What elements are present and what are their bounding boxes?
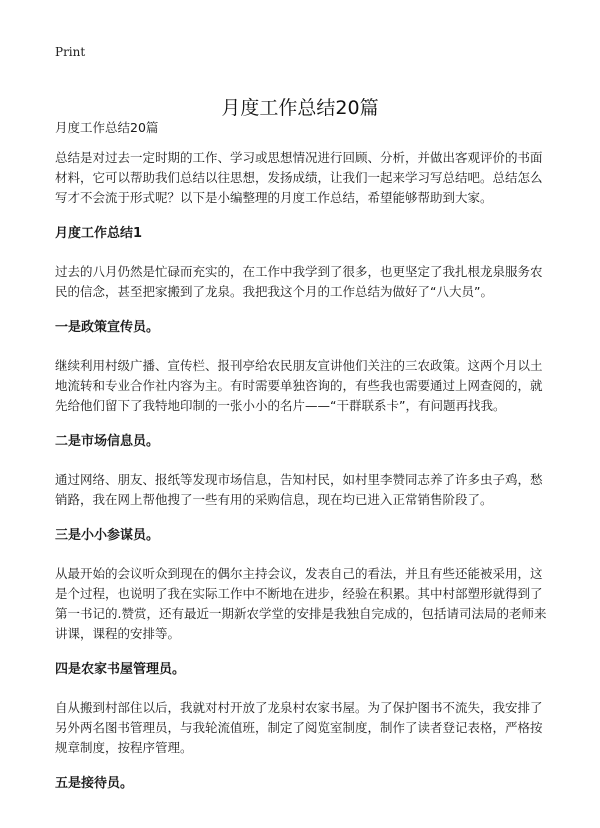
item-heading-library: 四是农家书屋管理员。 (55, 662, 186, 677)
item-heading-market: 二是市场信息员。 (55, 434, 160, 449)
print-link[interactable]: Print (55, 45, 86, 59)
section-heading: 月度工作总结1 (55, 226, 143, 241)
item-heading-reception: 五是接待员。 (55, 776, 134, 791)
item-paragraph-advisor: 从最开始的会议听众到现在的偶尔主持会议，发表自己的看法，并且有些还能被采用，这是个过程，也说明了我在实际工作中不断地在进步，经验在积累。其中村部塑形就得到了第一书记的.赞赏，还有最近一期新农学堂的安排是我独自完成的，包括请司法局的老师来讲课，课程的安排等。 (55, 566, 547, 641)
item-heading-advisor: 三是小小参谋员。 (55, 528, 160, 543)
item-heading-policy: 一是政策宣传员。 (55, 320, 160, 335)
intro-paragraph: 总结是对过去一定时期的工作、学习或思想情况进行回顾、分析，并做出客观评价的书面材料，它可以帮助我们总结以往思想，发扬成绩，让我们一起来学习写总结吧。总结怎么写才不会流于形式呢？以下是小编整理的月度工作总结，希望能够帮助到大家。 (55, 150, 543, 205)
section-paragraph: 过去的八月仍然是忙碌而充实的，在工作中我学到了很多，也更坚定了我扎根龙泉服务农民的信念，甚至把家搬到了龙泉。我把我这个月的工作总结为做好了“八大员”。 (55, 264, 543, 299)
item-paragraph-policy: 继续利用村级广播、宣传栏、报刊亭给农民朋友宣讲他们关注的三农政策。这两个月以土地流转和专业合作社内容为主。有时需要单独咨询的，有些我也需要通过上网查阅的，就先给他们留下了我特地印制的一张小小的名片——“干群联系卡”，有问题再找我。 (55, 358, 543, 413)
article-body (55, 118, 550, 812)
item-paragraph-market: 通过网络、朋友、报纸等发现市场信息，告知村民，如村里李赞同志养了许多虫子鸡，愁销路，我在网上帮他搜了一些有用的采购信息，现在均已进入正常销售阶段了。 (55, 472, 543, 507)
item-paragraph-library: 自从搬到村部住以后，我就对村开放了龙泉村农家书屋。为了保护图书不流失，我安排了另外两名图书管理员，与我轮流值班，制定了阅览室制度，制作了读者登记表格，严格按规章制度，按程序管理。 (55, 700, 543, 755)
subtitle: 月度工作总结20篇 (55, 120, 159, 135)
page-title: 月度工作总结20篇 (221, 96, 379, 119)
